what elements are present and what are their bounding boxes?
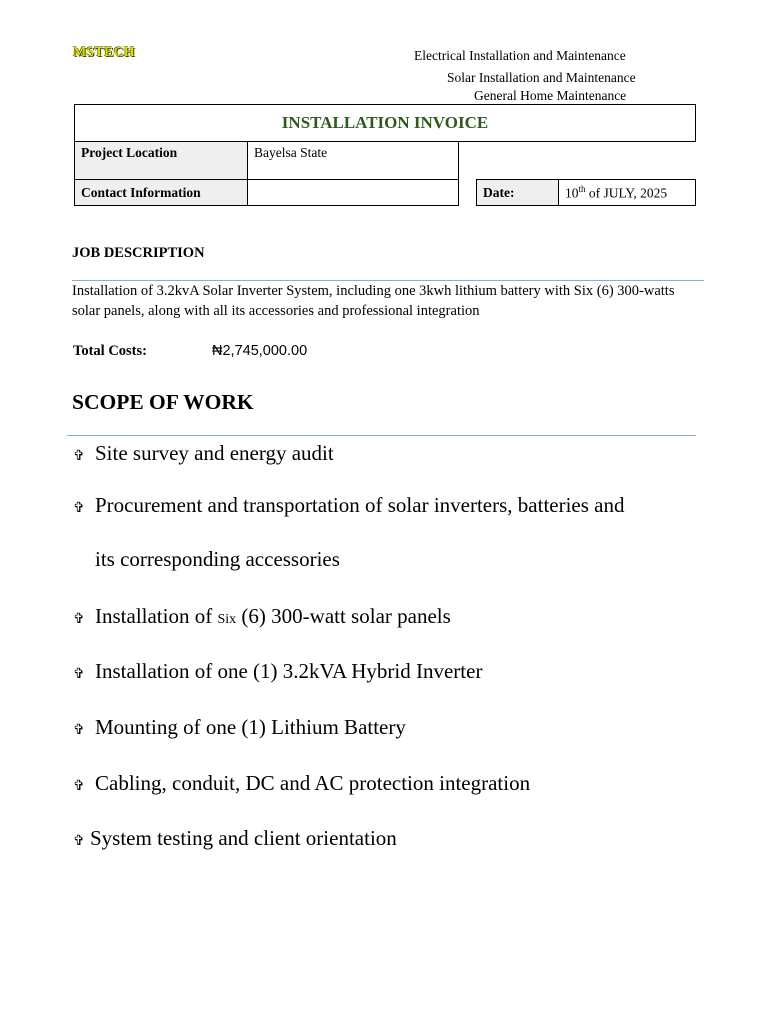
- cross-bullet-icon: ✞: [73, 449, 85, 464]
- date-table: [476, 179, 696, 206]
- service-line: General Home Maintenance: [474, 88, 627, 103]
- cross-bullet-icon: ✞: [73, 834, 85, 849]
- scope-item-text-small: Six: [217, 612, 237, 627]
- service-line: Electrical Installation and Maintenance: [414, 48, 626, 63]
- project-location-value: Bayelsa State: [248, 142, 459, 180]
- scope-item: Installation of one (1) 3.2kVA Hybrid Inverter: [95, 659, 483, 683]
- scope-item: Site survey and energy audit: [95, 441, 334, 465]
- total-costs-value: ₦2,745,000.00: [212, 343, 308, 359]
- divider: [67, 435, 696, 436]
- service-line: Solar Installation and Maintenance: [447, 70, 636, 85]
- scope-of-work-heading: SCOPE OF WORK: [72, 390, 254, 414]
- cross-bullet-icon: ✞: [73, 501, 85, 516]
- scope-item: [95, 604, 451, 629]
- divider: [72, 280, 704, 281]
- date-suffix: th: [578, 183, 586, 194]
- cross-bullet-icon: ✞: [73, 667, 85, 682]
- contact-information-value: [248, 180, 459, 206]
- job-description-text: Installation of 3.2kvA Solar Inverter System, including one 3kwh lithium battery with Six (6) 300-watts solar panels, along with all its accessories and professional integration: [72, 283, 675, 319]
- company-logo: MSTECH: [73, 45, 135, 60]
- date-day: 10: [565, 185, 579, 201]
- date-value: [559, 180, 696, 206]
- date-rest: of JULY, 2025: [585, 185, 668, 201]
- project-info-table: [74, 141, 459, 206]
- scope-item-continuation: its corresponding accessories: [95, 547, 340, 571]
- invoice-title: INSTALLATION INVOICE: [74, 104, 696, 142]
- job-description-heading: JOB DESCRIPTION: [72, 245, 205, 261]
- scope-item: System testing and client orientation: [90, 826, 397, 850]
- cross-bullet-icon: ✞: [73, 612, 85, 627]
- scope-item: Cabling, conduit, DC and AC protection integration: [95, 771, 531, 795]
- contact-information-label: Contact Information: [75, 180, 248, 206]
- scope-item-text: Installation of: [95, 604, 218, 628]
- date-label: Date:: [477, 180, 559, 206]
- scope-item-text: (6) 300-watt solar panels: [236, 604, 451, 628]
- cross-bullet-icon: ✞: [73, 779, 85, 794]
- total-costs-label: Total Costs:: [73, 343, 147, 359]
- cross-bullet-icon: ✞: [73, 723, 85, 738]
- scope-item: Mounting of one (1) Lithium Battery: [95, 715, 406, 739]
- scope-item: Procurement and transportation of solar inverters, batteries and: [95, 493, 625, 517]
- project-location-label: Project Location: [75, 142, 248, 180]
